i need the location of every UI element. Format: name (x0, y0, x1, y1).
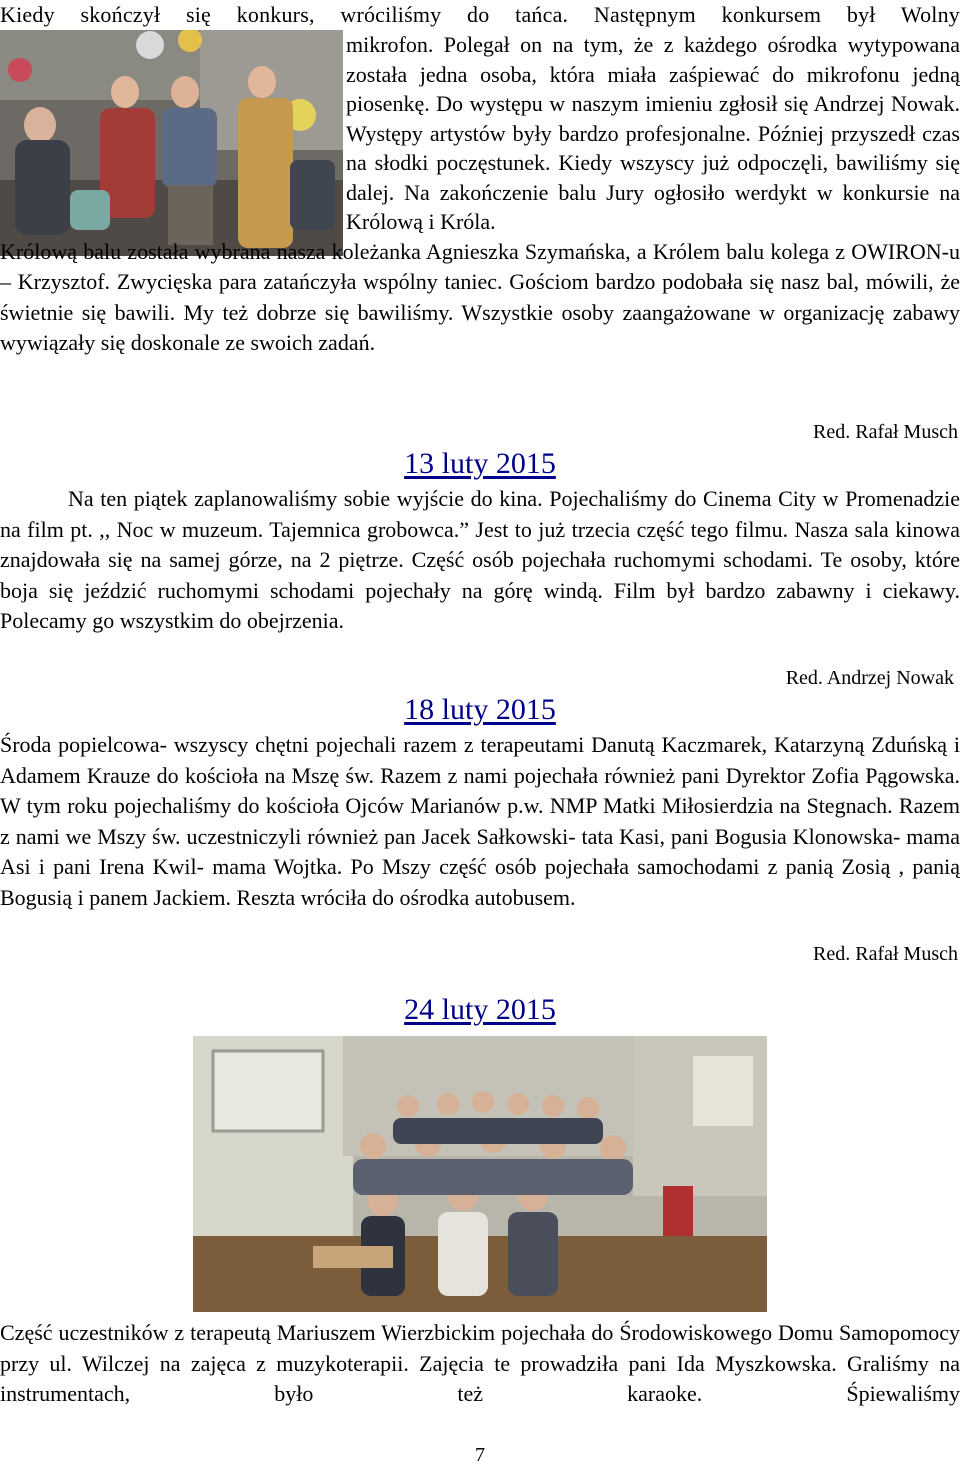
page-number: 7 (475, 1444, 485, 1466)
intro-full-paragraph: Królową balu została wybrana nasza koleżanka Agnieszka Szymańska, a Królem balu kolega z OWIRON-u – Krzysztof. Zwycięska para zatańczyła wspólny taniec. Gościom bardzo podobała się nasz bal, mówili, że świetnie się bawili. My też dobrze się bawiliśmy. Wszystkie osoby zaangażowane w organizację zabawy wywiązały się doskonale ze swoich zadań. (0, 238, 960, 355)
intro-first-line: Kiedy skończył się konkurs, wróciliśmy do tańca. Następnym konkursem był Wolny (0, 2, 960, 27)
signature-intro: Red. Rafał Musch (813, 421, 958, 443)
paragraph-18-luty: Środa popielcowa- wszyscy chętni pojechali razem z terapeutami Danutą Kaczmarek, Katarzyną Zduńską i Adamem Krauze do kościoła na Mszę św. Razem z nami pojechała również pani Dyrektor Zofia Pągowska. W tym roku pojechaliśmy do kościoła Ojców Marianów p.w. NMP Matki Miłosierdzia na Stegnach. Razem z nami we Mszy św. uczestniczyli również pan Jacek Sałkowski- tata Kasi, pani Bogusia Klonowska- mama Asi i pani Irena Kwil- mama Wojtka. Po Mszy część osób pojechała samochodami z panią Zosią , panią Bogusią i panem Jackiem. Reszta wróciła do ośrodka autobusem. (0, 732, 960, 910)
group-photo (193, 1036, 767, 1312)
signature-18-luty: Red. Rafał Musch (813, 943, 958, 965)
paragraph-24-luty: Część uczestników z terapeutą Mariuszem Wierzbickim pojechała do Środowiskowego Domu Samopomocy przy ul. Wilczej na zajęca z muzykoterapii. Zajęcia te prowadziła pani Ida Myszkowska. Graliśmy na instrumentach, było też karaoke. Śpiewaliśmy (0, 1320, 960, 1406)
heading-24-luty: 24 luty 2015 (404, 993, 556, 1026)
intro-wrapped-paragraph: mikrofon. Polegał on na tym, że z każdego ośrodka wytypowana została jedna osoba, która miała zaśpiewać do mikrofonu jedną piosenkę. Do występu w naszym imieniu zgłosił się Andrzej Nowak. Występy artystów były bardzo profesjonalne. Później przyszedł czas na słodki poczęstunek. Kiedy wszyscy już odpoczęli, bawiliśmy się dalej. Na zakończenie balu Jury ogłosiło werdykt w konkursie na Królową i Króla. (346, 32, 960, 234)
paragraph-13-luty: Na ten piątek zaplanowaliśmy sobie wyjście do kina. Pojechaliśmy do Cinema City w Promenadzie na film pt. ,, Noc w muzeum. Tajemnica grobowca.” Jest to już trzecia część tego filmu. Nasza sala kinowa znajdowała się na samej górze, na 2 piętrze. Część osób pojechała ruchomymi schodami. Te osoby, które boja się jeździć ruchomymi schodami pojechały na górę windą. Film był bardzo zabawny i ciekawy. Polecamy go wszystkim do obejrzenia. (0, 486, 960, 633)
heading-13-luty: 13 luty 2015 (404, 447, 556, 480)
signature-13-luty: Red. Andrzej Nowak (785, 667, 954, 689)
intro-text (0, 0, 960, 359)
heading-18-luty: 18 luty 2015 (404, 693, 556, 726)
